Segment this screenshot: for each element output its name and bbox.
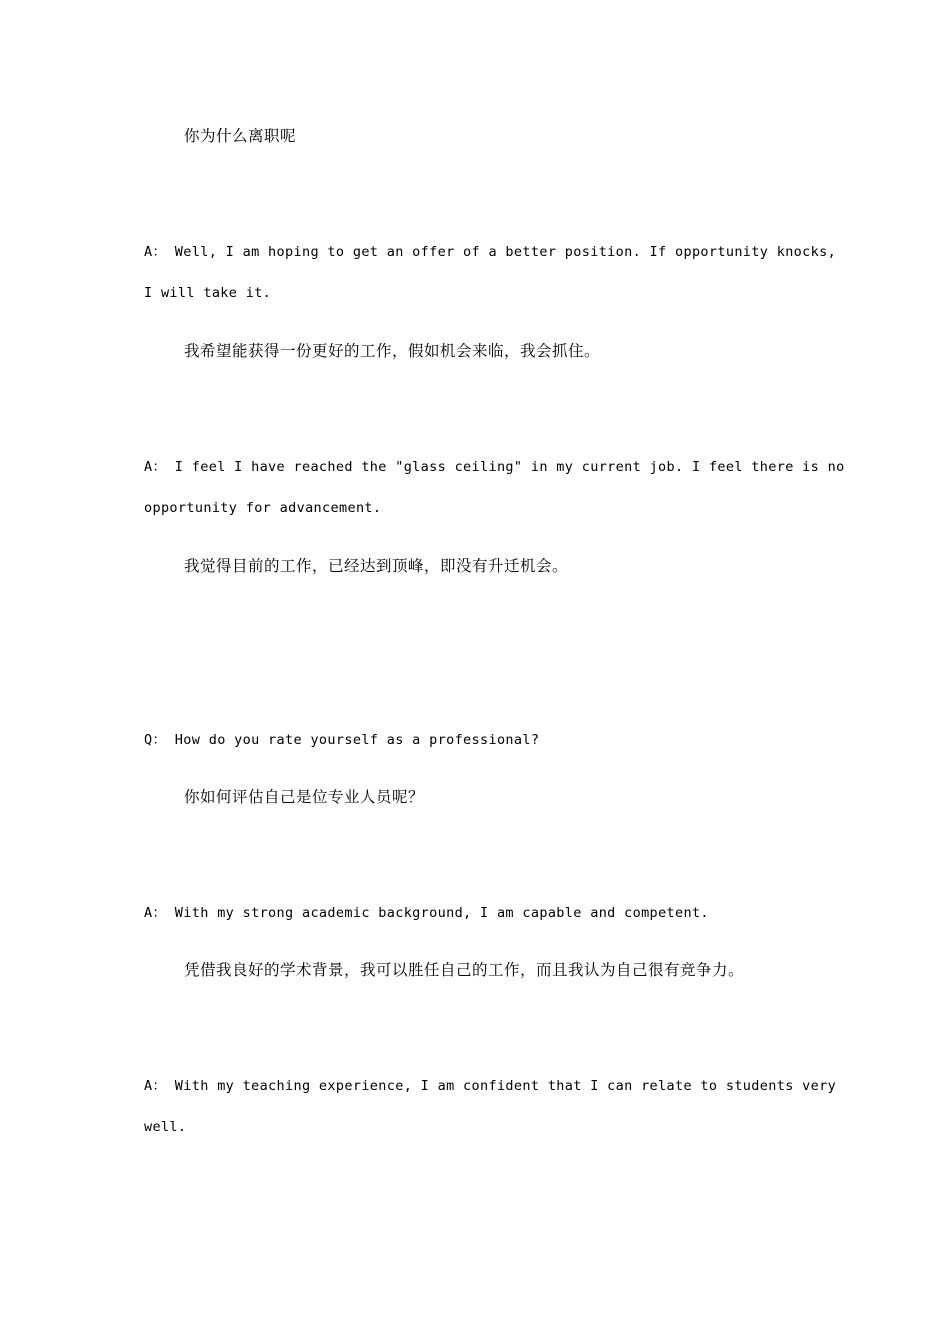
answer-line: well. [144, 1119, 187, 1135]
answer-line: A： With my teaching experience, I am confident that I can relate to students very [144, 1078, 837, 1094]
answer-line: A： I feel I have reached the "glass ceiling" in my current job. I feel there is no [144, 459, 845, 475]
answer-line: A： Well, I am hoping to get an offer of a better position. If opportunity knocks, [144, 244, 837, 260]
answer-line: opportunity for advancement. [144, 500, 382, 516]
translation-line: 我觉得目前的工作，已经达到顶峰，即没有升迁机会。 [184, 557, 569, 575]
translation-line: 凭借我良好的学术背景，我可以胜任自己的工作，而且我认为自己很有竞争力。 [184, 961, 745, 979]
translation-line: 你如何评估自己是位专业人员呢？ [184, 788, 425, 806]
translation-line: 我希望能获得一份更好的工作，假如机会来临，我会抓住。 [184, 342, 601, 360]
answer-line: A： With my strong academic background, I am capable and competent. [144, 905, 709, 921]
question-line: Q： How do you rate yourself as a professional? [144, 732, 540, 748]
answer-line: I will take it. [144, 285, 272, 301]
translation-line: 你为什么离职呢 [184, 127, 297, 145]
